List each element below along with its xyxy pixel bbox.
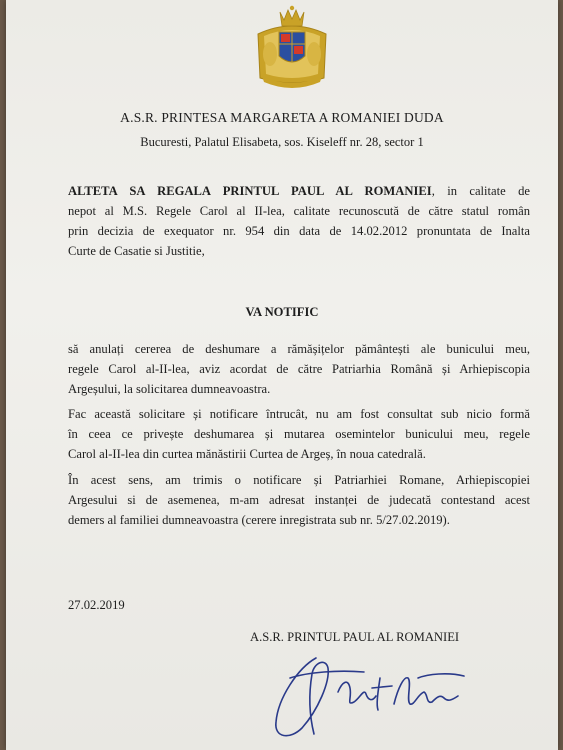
letter-date: 27.02.2019 — [68, 598, 125, 612]
letter-page — [6, 0, 558, 750]
handwritten-signature-icon — [268, 648, 478, 744]
paragraph-2-line-1: Fac această solicitare și notificare întrucât, nu am fost consultat sub nicio formă — [68, 407, 530, 421]
header-title: A.S.R. PRINTESA MARGARETA A ROMANIEI DUDA — [120, 110, 444, 125]
intro-line-4: Curte de Casatie si Justitie, — [68, 244, 205, 258]
paragraph-3-line-2: Argesului si de asemenea, m-am adresat instanței de judecată contestand acest — [68, 493, 530, 507]
paragraph-1-line-3: Argeșului, la solicitarea dumneavoastra. — [68, 382, 271, 396]
paragraph-1-line-1: să anulați cererea de deshumare a rămășițelor pământești ale bunicului meu, — [68, 342, 530, 356]
intro-line-2: nepot al M.S. Regele Carol al II-lea, calitate recunoscută de către statul român — [68, 204, 530, 218]
paragraph-3-line-1: În acest sens, am trimis o notificare și Patriarhiei Romane, Arhiepiscopiei — [68, 473, 530, 487]
paragraph-2 — [68, 404, 530, 464]
intro-line-1-rest: , in calitate de — [431, 184, 530, 198]
signer-name: A.S.R. PRINTUL PAUL AL ROMANIEI — [250, 630, 460, 644]
intro-line-3: prin decizia de exequator nr. 954 din data de 14.02.2012 pronuntata de Inalta — [68, 224, 530, 238]
intro-line-1 — [68, 181, 530, 201]
header-address: Bucuresti, Palatul Elisabeta, sos. Kiseleff nr. 28, sector 1 — [140, 135, 424, 149]
intro-bold-name: ALTETA SA REGALA PRINTUL PAUL AL ROMANIEI — [68, 184, 432, 198]
paragraph-2-line-2: în ceea ce privește deshumarea și mutarea osemintelor bunicului meu, regele — [68, 427, 530, 441]
paragraph-2-line-3: Carol al-II-lea din curtea mănăstirii Curtea de Argeș, în noua catedrală. — [68, 447, 426, 461]
royal-coat-of-arms-icon — [252, 4, 332, 90]
intro-paragraph — [68, 181, 530, 261]
paragraph-3 — [68, 470, 530, 530]
paragraph-3-line-3: demers al familiei dumneavoastra (cerere inregistrata sub nr. 5/27.02.2019). — [68, 513, 450, 527]
paragraph-1-line-2: regele Carol al-II-lea, aviz acordat de către Patriarhia Română și Arhiepiscopia — [68, 362, 530, 376]
notice-heading: VA NOTIFIC — [245, 305, 319, 319]
paragraph-1 — [68, 339, 530, 399]
